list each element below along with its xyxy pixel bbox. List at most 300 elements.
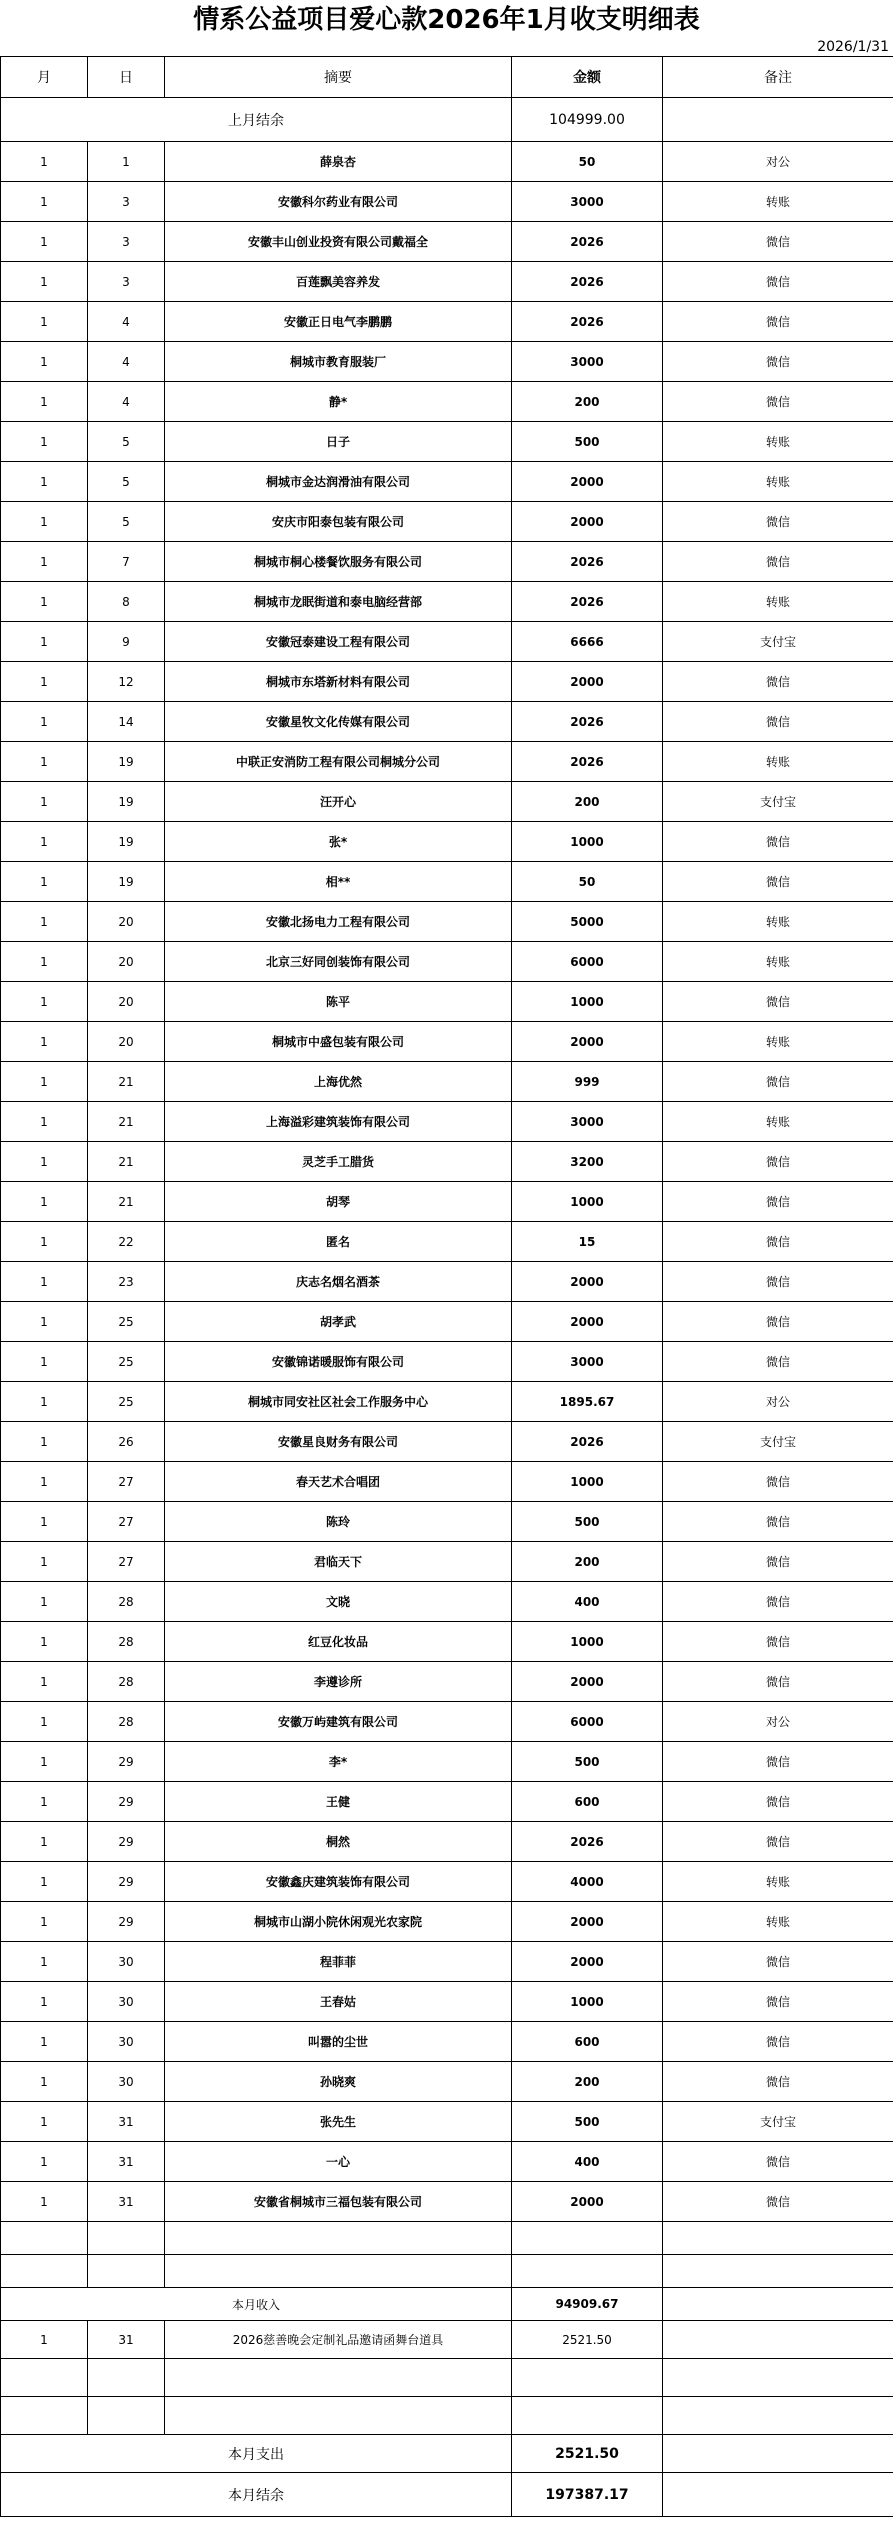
cell-day: 8: [88, 582, 165, 622]
cell-day: 3: [88, 182, 165, 222]
cell-summary: 灵芝手工腊货: [165, 1142, 512, 1182]
cell-day: 4: [88, 302, 165, 342]
header-day: 日: [88, 57, 165, 98]
cell-month: 1: [1, 1862, 88, 1902]
cell-amount: 1000: [512, 982, 663, 1022]
cell-summary: 日子: [165, 422, 512, 462]
cell-day: 21: [88, 1142, 165, 1182]
cell-month: 1: [1, 1222, 88, 1262]
cell-summary: 李*: [165, 1742, 512, 1782]
cell-note: 转账: [663, 1102, 893, 1142]
table-row: [1, 1142, 893, 1182]
cell-month: 1: [1, 182, 88, 222]
cell-month: 1: [1, 1622, 88, 1662]
table-row: [1, 662, 893, 702]
table-row: [1, 142, 893, 182]
cell-summary: 一心: [165, 2142, 512, 2182]
cell-note: 微信: [663, 822, 893, 862]
cell-month: 1: [1, 902, 88, 942]
cell-amount: 3000: [512, 1342, 663, 1382]
cell-amount: 2000: [512, 462, 663, 502]
report-date: 2026/1/31: [817, 39, 889, 55]
cell-day: 21: [88, 1182, 165, 1222]
table-row: [1, 782, 893, 822]
cell-summary: 安徽星良财务有限公司: [165, 1422, 512, 1462]
cell-note: 微信: [663, 1782, 893, 1822]
cell-summary: 静*: [165, 382, 512, 422]
cell-amount: 2026: [512, 1822, 663, 1862]
cell-note: [663, 2255, 893, 2288]
month-balance-row-amount: 197387.17: [512, 2473, 663, 2517]
cell-month: 1: [1, 1542, 88, 1582]
cell-note: 对公: [663, 142, 893, 182]
cell-month: 1: [1, 342, 88, 382]
cell-amount: 50: [512, 862, 663, 902]
cell-note: 转账: [663, 942, 893, 982]
cell-month: 1: [1, 1062, 88, 1102]
cell-note: [663, 2397, 893, 2435]
cell-note: 支付宝: [663, 1422, 893, 1462]
table-row: [1, 1502, 893, 1542]
table-row: [1, 182, 893, 222]
cell-month: 1: [1, 1742, 88, 1782]
cell-amount: 3000: [512, 342, 663, 382]
cell-month: 1: [1, 142, 88, 182]
table-row: [1, 222, 893, 262]
cell-day: 30: [88, 2062, 165, 2102]
cell-amount: 50: [512, 142, 663, 182]
cell-month: 1: [1, 1942, 88, 1982]
cell-month: 1: [1, 702, 88, 742]
cell-month: 1: [1, 822, 88, 862]
cell-amount: 2026: [512, 1422, 663, 1462]
cell-summary: 安徽科尔药业有限公司: [165, 182, 512, 222]
cell-summary: 胡孝武: [165, 1302, 512, 1342]
cell-note: 微信: [663, 1502, 893, 1542]
cell-amount: 1000: [512, 1182, 663, 1222]
cell-summary: 王春姑: [165, 1982, 512, 2022]
cell-month: [1, 2397, 88, 2435]
cell-day: 27: [88, 1462, 165, 1502]
cell-amount: 200: [512, 1542, 663, 1582]
cell-day: 27: [88, 1542, 165, 1582]
cell-note: [663, 2359, 893, 2397]
cell-day: 22: [88, 1222, 165, 1262]
cell-month: 1: [1, 1462, 88, 1502]
cell-note: 转账: [663, 182, 893, 222]
cell-summary: [165, 2255, 512, 2288]
cell-summary: 安徽锦诺暖服饰有限公司: [165, 1342, 512, 1382]
cell-amount: 15: [512, 1222, 663, 1262]
cell-day: 25: [88, 1302, 165, 1342]
cell-amount: 400: [512, 1582, 663, 1622]
table-row: [1, 1462, 893, 1502]
cell-summary: [165, 2397, 512, 2435]
cell-day: 28: [88, 1702, 165, 1742]
table-row: [1, 902, 893, 942]
cell-month: 1: [1, 1302, 88, 1342]
cell-amount: [512, 2222, 663, 2255]
cell-month: 1: [1, 262, 88, 302]
cell-month: 1: [1, 502, 88, 542]
cell-day: 9: [88, 622, 165, 662]
cell-day: 5: [88, 462, 165, 502]
cell-note: 微信: [663, 2022, 893, 2062]
cell-day: 20: [88, 1022, 165, 1062]
cell-amount: 1000: [512, 1622, 663, 1662]
cell-amount: 500: [512, 422, 663, 462]
cell-summary: 胡琴: [165, 1182, 512, 1222]
cell-month: 1: [1, 422, 88, 462]
cell-amount: 3000: [512, 182, 663, 222]
cell-amount: 2000: [512, 2182, 663, 2222]
cell-day: 20: [88, 942, 165, 982]
cell-day: 7: [88, 542, 165, 582]
cell-amount: 5000: [512, 902, 663, 942]
cell-month: 1: [1, 462, 88, 502]
cell-summary: 文晓: [165, 1582, 512, 1622]
cell-month: [1, 2222, 88, 2255]
cell-summary: 薛泉杏: [165, 142, 512, 182]
cell-summary: 程菲菲: [165, 1942, 512, 1982]
table-row: [1, 502, 893, 542]
cell-day: 21: [88, 1102, 165, 1142]
cell-day: [88, 2255, 165, 2288]
table-row: [1, 1782, 893, 1822]
table-row: [1, 1302, 893, 1342]
header-amount: 金额: [512, 57, 663, 98]
cell-summary: [165, 2359, 512, 2397]
table-row: [1, 702, 893, 742]
cell-day: 5: [88, 422, 165, 462]
cell-day: 20: [88, 982, 165, 1022]
expense-total-row-amount: 2521.50: [512, 2435, 663, 2473]
cell-month: 1: [1, 862, 88, 902]
cell-day: 29: [88, 1862, 165, 1902]
table-row: [1, 422, 893, 462]
empty-row: [1, 2359, 893, 2397]
cell-amount: 2000: [512, 1262, 663, 1302]
cell-note: 微信: [663, 1262, 893, 1302]
cell-summary: 安徽北扬电力工程有限公司: [165, 902, 512, 942]
cell-day: [88, 2222, 165, 2255]
cell-note: 微信: [663, 1742, 893, 1782]
cell-month: 1: [1, 1582, 88, 1622]
cell-month: 1: [1, 1342, 88, 1382]
table-row: [1, 462, 893, 502]
cell-month: 1: [1, 2142, 88, 2182]
cell-day: 31: [88, 2102, 165, 2142]
table-row: [1, 2182, 893, 2222]
cell-note: 微信: [663, 302, 893, 342]
cell-note: 支付宝: [663, 782, 893, 822]
cell-month: 1: [1, 1902, 88, 1942]
cell-note: 转账: [663, 422, 893, 462]
empty-row: [1, 2222, 893, 2255]
cell-amount: 200: [512, 782, 663, 822]
cell-note: 微信: [663, 542, 893, 582]
cell-summary: 桐城市东塔新材料有限公司: [165, 662, 512, 702]
cell-day: 19: [88, 782, 165, 822]
cell-note: [663, 2222, 893, 2255]
cell-day: 31: [88, 2142, 165, 2182]
cell-month: 1: [1, 942, 88, 982]
cell-month: [1, 2359, 88, 2397]
table-row: [1, 982, 893, 1022]
cell-note: 微信: [663, 382, 893, 422]
cell-note: 支付宝: [663, 622, 893, 662]
cell-month: 1: [1, 1822, 88, 1862]
cell-day: 25: [88, 1382, 165, 1422]
cell-note: 微信: [663, 262, 893, 302]
ledger-table: [0, 56, 893, 2517]
cell-amount: 1000: [512, 1462, 663, 1502]
cell-amount: 3200: [512, 1142, 663, 1182]
cell-amount: 500: [512, 1502, 663, 1542]
table-row: [1, 1622, 893, 1662]
cell-day: 28: [88, 1622, 165, 1662]
cell-note: 微信: [663, 222, 893, 262]
cell-amount: 2026: [512, 542, 663, 582]
cell-day: 4: [88, 342, 165, 382]
cell-day: 27: [88, 1502, 165, 1542]
cell-summary: 李遵诊所: [165, 1662, 512, 1702]
expense-total-row-label: 本月支出: [1, 2435, 512, 2473]
cell-summary: 相**: [165, 862, 512, 902]
table-row: [1, 2022, 893, 2062]
cell-day: 30: [88, 2022, 165, 2062]
header-month: 月: [1, 57, 88, 98]
cell-amount: 6000: [512, 942, 663, 982]
cell-summary: 桐城市教育服装厂: [165, 342, 512, 382]
cell-summary: 桐然: [165, 1822, 512, 1862]
cell-amount: 2521.50: [512, 2321, 663, 2359]
cell-month: 1: [1, 302, 88, 342]
cell-note: 微信: [663, 2062, 893, 2102]
cell-summary: 桐城市同安社区社会工作服务中心: [165, 1382, 512, 1422]
cell-note: 微信: [663, 1982, 893, 2022]
cell-day: 19: [88, 862, 165, 902]
cell-month: 1: [1, 1182, 88, 1222]
cell-note: 转账: [663, 1022, 893, 1062]
table-row: [1, 1102, 893, 1142]
cell-note: 微信: [663, 1582, 893, 1622]
expense-row: [1, 2321, 893, 2359]
cell-note: 转账: [663, 1862, 893, 1902]
cell-note: 微信: [663, 1142, 893, 1182]
cell-month: 1: [1, 1422, 88, 1462]
table-row: [1, 1542, 893, 1582]
cell-month: 1: [1, 2321, 88, 2359]
table-row: [1, 822, 893, 862]
cell-note: 微信: [663, 2142, 893, 2182]
cell-note: [663, 2321, 893, 2359]
table-row: [1, 942, 893, 982]
cell-amount: 400: [512, 2142, 663, 2182]
cell-summary: 张*: [165, 822, 512, 862]
cell-amount: 1000: [512, 822, 663, 862]
month-balance-row-label: 本月结余: [1, 2473, 512, 2517]
cell-amount: 2000: [512, 1942, 663, 1982]
cell-day: 31: [88, 2321, 165, 2359]
cell-summary: 百莲飘美容养发: [165, 262, 512, 302]
cell-day: 3: [88, 262, 165, 302]
table-row: [1, 542, 893, 582]
cell-note: 转账: [663, 902, 893, 942]
cell-day: 20: [88, 902, 165, 942]
cell-day: 4: [88, 382, 165, 422]
table-row: [1, 1982, 893, 2022]
cell-amount: 2000: [512, 1902, 663, 1942]
table-row: [1, 1382, 893, 1422]
cell-day: 25: [88, 1342, 165, 1382]
cell-month: 1: [1, 1662, 88, 1702]
cell-day: 29: [88, 1742, 165, 1782]
cell-summary: 安徽冠泰建设工程有限公司: [165, 622, 512, 662]
table-row: [1, 1822, 893, 1862]
cell-amount: 1000: [512, 1982, 663, 2022]
cell-day: 29: [88, 1822, 165, 1862]
table-row: [1, 582, 893, 622]
cell-summary: 桐城市山湖小院休闲观光农家院: [165, 1902, 512, 1942]
table-row: [1, 1862, 893, 1902]
cell-summary: 安徽正日电气李鹏鹏: [165, 302, 512, 342]
cell-day: 3: [88, 222, 165, 262]
table-row: [1, 342, 893, 382]
table-row: [1, 1222, 893, 1262]
cell-day: 19: [88, 742, 165, 782]
cell-month: 1: [1, 2022, 88, 2062]
cell-summary: 王健: [165, 1782, 512, 1822]
cell-summary: 安徽鑫庆建筑装饰有限公司: [165, 1862, 512, 1902]
table-row: [1, 622, 893, 662]
cell-note: 微信: [663, 1942, 893, 1982]
cell-month: 1: [1, 782, 88, 822]
header-summary: 摘要: [165, 57, 512, 98]
table-row: [1, 1182, 893, 1222]
cell-amount: 2000: [512, 1022, 663, 1062]
cell-amount: 2000: [512, 1662, 663, 1702]
cell-summary: 陈平: [165, 982, 512, 1022]
expense-total-row: [1, 2435, 893, 2473]
cell-month: 1: [1, 1502, 88, 1542]
cell-note: 支付宝: [663, 2102, 893, 2142]
cell-day: 19: [88, 822, 165, 862]
cell-summary: 陈玲: [165, 1502, 512, 1542]
cell-summary: 张先生: [165, 2102, 512, 2142]
cell-note: 微信: [663, 1462, 893, 1502]
cell-note: 微信: [663, 1822, 893, 1862]
empty-row: [1, 2397, 893, 2435]
prev-balance-row: [1, 98, 893, 142]
cell-note: 微信: [663, 662, 893, 702]
cell-amount: 500: [512, 2102, 663, 2142]
cell-summary: 桐城市桐心楼餐饮服务有限公司: [165, 542, 512, 582]
cell-note: 微信: [663, 862, 893, 902]
income-row: [1, 2288, 893, 2321]
cell-month: 1: [1, 622, 88, 662]
cell-amount: 1895.67: [512, 1382, 663, 1422]
expense-total-row-note: [663, 2435, 893, 2473]
cell-month: 1: [1, 1982, 88, 2022]
cell-day: 28: [88, 1582, 165, 1622]
cell-amount: 6666: [512, 622, 663, 662]
cell-note: 微信: [663, 982, 893, 1022]
table-row: [1, 1022, 893, 1062]
cell-day: 23: [88, 1262, 165, 1302]
cell-note: 转账: [663, 462, 893, 502]
cell-day: 31: [88, 2182, 165, 2222]
cell-amount: 2000: [512, 1302, 663, 1342]
cell-amount: 2000: [512, 662, 663, 702]
cell-summary: 孙晓爽: [165, 2062, 512, 2102]
cell-amount: 2026: [512, 302, 663, 342]
cell-note: 转账: [663, 1902, 893, 1942]
table-row: [1, 1582, 893, 1622]
cell-month: 1: [1, 1382, 88, 1422]
table-row: [1, 1902, 893, 1942]
cell-summary: 北京三好同创装饰有限公司: [165, 942, 512, 982]
cell-amount: 500: [512, 1742, 663, 1782]
cell-note: 微信: [663, 342, 893, 382]
cell-summary: 君临天下: [165, 1542, 512, 1582]
header-row: [1, 57, 893, 98]
cell-amount: 2026: [512, 222, 663, 262]
month-balance-row-note: [663, 2473, 893, 2517]
cell-summary: 庆志名烟名酒茶: [165, 1262, 512, 1302]
cell-summary: 匿名: [165, 1222, 512, 1262]
cell-note: 微信: [663, 502, 893, 542]
cell-amount: [512, 2359, 663, 2397]
cell-month: 1: [1, 742, 88, 782]
cell-day: 29: [88, 1782, 165, 1822]
prev-balance-amount: 104999.00: [512, 98, 663, 142]
cell-day: 30: [88, 1942, 165, 1982]
cell-summary: 安徽省桐城市三福包装有限公司: [165, 2182, 512, 2222]
table-row: [1, 1342, 893, 1382]
cell-day: 30: [88, 1982, 165, 2022]
cell-month: 1: [1, 1102, 88, 1142]
cell-note: 转账: [663, 742, 893, 782]
cell-month: 1: [1, 382, 88, 422]
cell-summary: 桐城市中盛包装有限公司: [165, 1022, 512, 1062]
empty-row: [1, 2255, 893, 2288]
cell-note: 对公: [663, 1382, 893, 1422]
cell-month: [1, 2255, 88, 2288]
cell-note: 微信: [663, 1662, 893, 1702]
cell-month: 1: [1, 1142, 88, 1182]
cell-summary: 叫嚣的尘世: [165, 2022, 512, 2062]
cell-month: 1: [1, 662, 88, 702]
cell-month: 1: [1, 2102, 88, 2142]
table-row: [1, 2102, 893, 2142]
cell-amount: [512, 2255, 663, 2288]
cell-day: 12: [88, 662, 165, 702]
page-title: 情系公益项目爱心款2026年1月收支明细表: [193, 5, 700, 35]
income-row-note: [663, 2288, 893, 2321]
cell-amount: [512, 2397, 663, 2435]
income-row-label: 本月收入: [1, 2288, 512, 2321]
cell-amount: 200: [512, 382, 663, 422]
income-row-amount: 94909.67: [512, 2288, 663, 2321]
table-row: [1, 742, 893, 782]
cell-month: 1: [1, 222, 88, 262]
table-row: [1, 2142, 893, 2182]
cell-amount: 2026: [512, 262, 663, 302]
cell-month: 1: [1, 982, 88, 1022]
table-row: [1, 1942, 893, 1982]
cell-amount: 200: [512, 2062, 663, 2102]
